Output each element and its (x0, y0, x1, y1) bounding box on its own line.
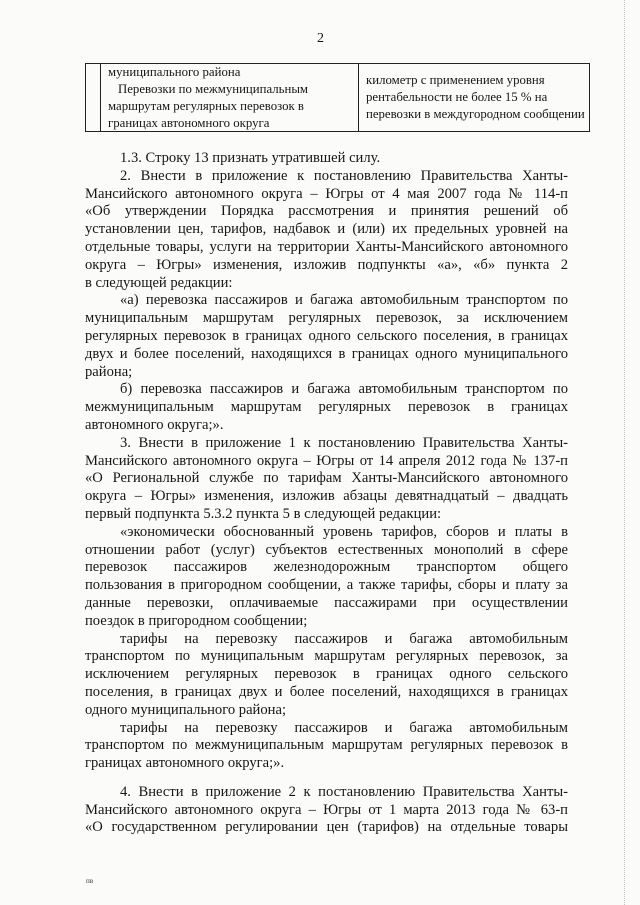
paragraph-line: тарифы на перевозку пассажиров и багажа автомобильным (120, 719, 568, 736)
paragraph-line: поселения, в границах двух и более поселений, находящихся в границах (85, 683, 568, 700)
table-cell-line: муниципального района (108, 65, 241, 79)
table-number-cell (86, 64, 101, 131)
paragraph-line: «а) перевозка пассажиров и багажа автомобильным транспортом по (120, 292, 568, 309)
paragraph-line: «О Региональной службе по тарифам Ханты-Мансийского автономного (85, 470, 568, 487)
paragraph-line: одного муниципального района; (85, 701, 286, 718)
paragraph-line: автономного округа;». (85, 416, 224, 433)
paragraph-line: 4. Внести в приложение 2 к постановлению Правительства Ханты- (120, 783, 568, 800)
paragraph-line: Мансийского автономного округа – Югры от 1 марта 2013 года № 63-п (85, 801, 568, 818)
paragraph-line: поездок в пригородном сообщении; (85, 612, 308, 629)
scan-edge-line (624, 0, 625, 905)
paragraph-line: отдельные товары, услуги на территории Ханты-Мансийского автономного (85, 238, 568, 255)
paragraph-line: границах автономного округа;». (85, 755, 285, 772)
paragraph-line: транспортом по муниципальным маршрутам регулярных перевозок, за (85, 648, 568, 665)
paragraph-line: округа – Югры» изменения, изложив абзацы девятнадцатый – двадцать (85, 488, 568, 505)
paragraph-line: перевозок пассажиров железнодорожным транспортом общего (85, 559, 568, 576)
paragraph-line: в следующей редакции: (85, 274, 233, 291)
paragraph-line: Мансийского автономного округа – Югры от 4 мая 2007 года № 114-п (85, 185, 568, 202)
paragraph-line: округа – Югры» изменения, изложив подпункты «а», «б» пункта 2 (85, 256, 568, 273)
table-cell-line: границах автономного округа (108, 116, 270, 130)
paragraph-line: «О государственном регулировании цен (тарифов) на отдельные товары (85, 819, 568, 836)
paragraph-line: установлении цен, тарифов, надбавок и (или) их предельных уровней на (85, 221, 568, 238)
paragraph-line: 1.3. Строку 13 признать утратившей силу. (120, 150, 381, 166)
table-cell-line: километр с применением уровня (366, 73, 545, 87)
paragraph-line: тарифы на перевозку пассажиров и багажа автомобильным (120, 630, 568, 647)
paragraph-line: Мансийского автономного округа – Югры от 14 апреля 2012 года № 137-п (85, 452, 568, 469)
paragraph-line: б) перевозка пассажиров и багажа автомобильным транспортом по (120, 381, 568, 398)
table-rate-cell (359, 64, 589, 131)
tariff-table-fragment (85, 63, 590, 132)
page-number: 2 (317, 31, 324, 46)
paragraph-line: района; (85, 363, 133, 380)
table-service-cell (101, 64, 359, 131)
paragraph-line: «Об утверждении Порядка рассмотрения и принятия решений об (85, 203, 568, 220)
paragraph-line: 3. Внести в приложение 1 к постановлению Правительства Ханты- (120, 434, 568, 451)
paragraph-line: регулярных перевозок в границах одного сельского поселения, в границах (85, 327, 568, 344)
paragraph-line: исключением регулярных перевозок в границах одного сельского (85, 666, 568, 683)
paragraph-line: «экономически обоснованный уровень тарифов, сборов и платы в (120, 523, 568, 540)
paragraph-line: двух и более поселений, находящихся в границах одного муниципального (85, 345, 568, 362)
table-cell-line: рентабельности не более 15 % на (366, 90, 548, 104)
paragraph-line: отношении работ (услуг) субъектов естественных монополий в сфере (85, 541, 568, 558)
paragraph-line: данные перевозки, оплачиваемые пассажирами при осуществлении (85, 594, 568, 611)
paragraph-line: 2. Внести в приложение к постановлению Правительства Ханты- (120, 167, 568, 184)
table-cell-line: Перевозки по межмуниципальным (118, 82, 309, 96)
table-cell-line: маршрутам регулярных перевозок в (108, 99, 304, 113)
paragraph-line: первый подпункта 5.3.2 пункта 5 в следующей редакции: (85, 505, 442, 522)
footer-mark: пв (86, 877, 94, 885)
table-cell-line: перевозки в междугородном сообщении (366, 107, 585, 121)
paragraph-line: транспортом по межмуниципальным маршрутам регулярных перевозок в (85, 737, 568, 754)
paragraph-line: пользования в пригородном сообщении, а также тарифы, сборы и плату за (85, 577, 568, 594)
document-body (85, 150, 568, 837)
paragraph-line: межмуниципальным маршрутам регулярных перевозок в границах (85, 399, 568, 416)
paragraph-line: муниципальным маршрутам регулярных перевозок, за исключением (85, 310, 568, 327)
